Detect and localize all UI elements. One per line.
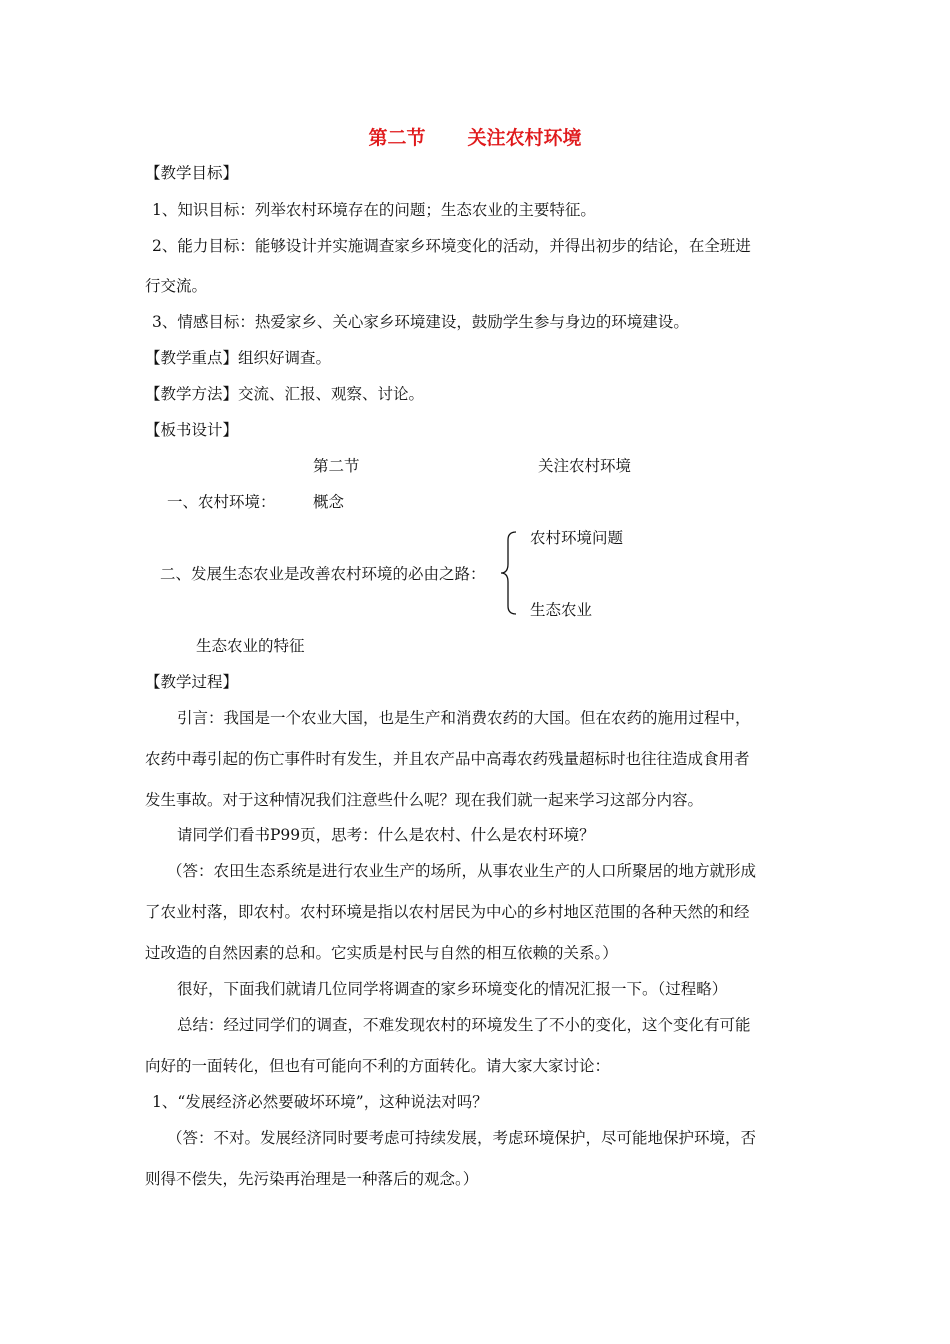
board-row3: 生态农业的特征 [196,637,305,655]
intro-line3: 发生事故。对于这种情况我们注意些什么呢？现在我们就一起来学习这部分内容。 [145,791,704,809]
report-line: 很好，下面我们就请几位同学将调查的家乡环境变化的情况汇报一下。（过程略） [177,980,728,998]
key-point: 【教学重点】组织好调查。 [145,349,332,367]
board-branch-top: 农村环境问题 [530,529,624,547]
objective-emotion: 3、情感目标：热爱家乡、关心家乡环境建设，鼓励学生参与身边的环境建设。 [152,313,689,331]
intro-line2: 农药中毒引起的伤亡事件时有发生，并且农产品中高毒农药残量超标时也往往造成食用者 [145,750,750,768]
summary-line2: 向好的一面转化，但也有可能向不利的方面转化。请大家大家讨论： [145,1057,611,1075]
curly-brace-icon [498,530,518,616]
board-section: 第二节 [313,457,360,475]
answer1-line3: 过改造的自然因素的总和。它实质是村民与自然的相互依赖的关系。） [145,944,618,962]
answer1-line2: 了农业村落，即农村。农村环境是指以农村居民为中心的乡村地区范围的各种天然的和经 [145,903,750,921]
board-branch-bottom: 生态农业 [530,601,593,619]
summary-line1: 总结：经过同学们的调查，不难发现农村的环境发生了不小的变化，这个变化有可能 [177,1016,751,1034]
objective-ability-line1: 2、能力目标：能够设计并实施调查家乡环境变化的活动，并得出初步的结论，在全班进 [152,237,751,255]
discussion-answer1-line1: （答：不对。发展经济同时要考虑可持续发展，考虑环境保护，尽可能地保护环境，否 [167,1129,757,1147]
page-title [0,126,950,150]
objective-ability-line2: 行交流。 [145,277,208,295]
discussion-question1: 1、“发展经济必然要破坏环境”，这种说法对吗？ [152,1093,488,1111]
board-topic: 关注农村环境 [538,457,632,475]
board-row1-value: 概念 [313,493,345,511]
board-row1-label: 一、农村环境： [167,493,276,511]
board-heading: 【板书设计】 [145,421,239,439]
intro-line1: 引言：我国是一个农业大国，也是生产和消费农药的大国。但在农药的施用过程中， [177,709,751,727]
answer1-line1: （答：农田生态系统是进行农业生产的场所，从事农业生产的人口所聚居的地方就形成 [167,862,757,880]
title-topic: 关注农村环境 [467,127,582,149]
teaching-method: 【教学方法】交流、汇报、观察、讨论。 [145,385,425,403]
objectives-heading: 【教学目标】 [145,164,239,182]
title-section: 第二节 [368,127,426,149]
discussion-answer1-line2: 则得不偿失，先污染再治理是一种落后的观念。） [145,1170,479,1188]
process-heading: 【教学过程】 [145,673,239,691]
question-reading: 请同学们看书P99页，思考：什么是农村、什么是农村环境？ [177,826,595,844]
objective-knowledge: 1、知识目标：列举农村环境存在的问题；生态农业的主要特征。 [152,201,596,219]
board-row2-label: 二、发展生态农业是改善农村环境的必由之路： [160,565,486,583]
